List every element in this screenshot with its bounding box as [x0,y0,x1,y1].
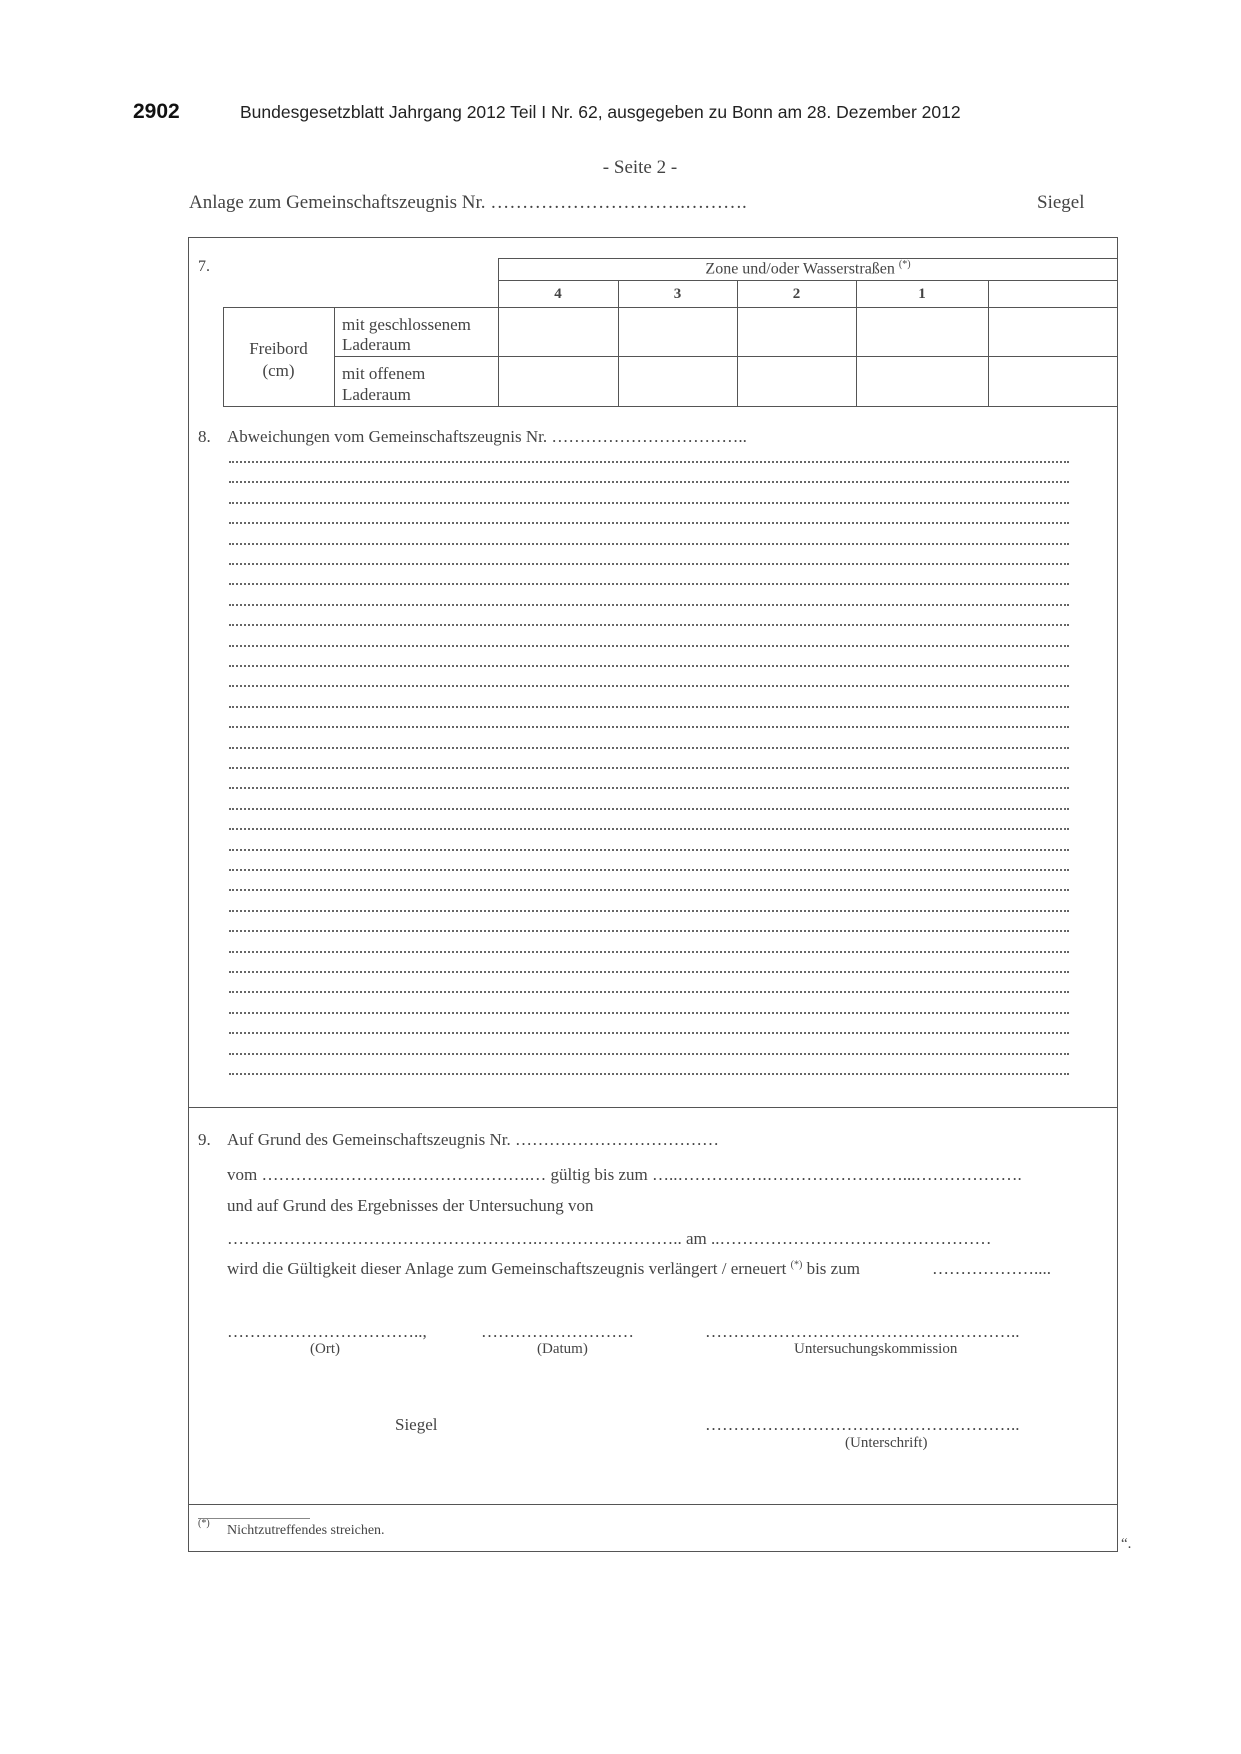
zone-2: 2 [792,286,801,302]
section-9-number: 9. [198,1130,211,1149]
dotted-line [229,1012,1069,1014]
seal-label-top: Siegel [1037,192,1085,213]
footnote-text: Nichtzutreffendes streichen. [227,1523,385,1538]
dotted-line [229,1032,1069,1034]
unterschrift-label: (Unterschrift) [845,1435,928,1451]
table-vline [334,307,335,406]
table-row-divider [334,356,1118,357]
dotted-line [229,869,1069,871]
kommission-dots: ……………………………………………….. [705,1322,1020,1341]
zone-header-text: Zone und/oder Wasserstraßen [705,260,895,278]
header-title: Bundesgesetzblatt Jahrgang 2012 Teil I Nr. 62, ausgegeben zu Bonn am 28. Dezember 2012 [240,102,961,122]
section-9-line5-text: wird die Gültigkeit dieser Anlage zum Gemeinschaftszeugnis verlängert / erneuert [227,1259,787,1278]
row-open-line2: Laderaum [342,385,411,404]
row-closed-line1: mit geschlossenem [342,315,471,334]
dotted-line [229,971,1069,973]
page-number: 2902 [133,100,180,123]
dotted-line [229,910,1069,912]
section-9-line4: ……………………………………………….…………………….. am ..………………………………………… [227,1229,992,1248]
annex-title: Anlage zum Gemeinschaftszeugnis Nr. ………………………….………. [189,192,747,213]
dotted-line [229,583,1069,585]
footnote-divider [188,1504,1118,1505]
zone-numbers-bottom-line [223,307,1118,308]
dotted-line [229,889,1069,891]
zone-3: 3 [673,286,682,302]
dotted-line [229,1073,1069,1075]
kommission-label: Untersuchungskommission [794,1341,958,1357]
dotted-line [229,747,1069,749]
page-label: - Seite 2 - [602,157,678,178]
section-9-line5-bis: bis zum [806,1259,860,1278]
dotted-line [229,563,1069,565]
section-8-bottom-line [188,1107,1118,1108]
section-9-line1: Auf Grund des Gemeinschaftszeugnis Nr. ……………………………… [227,1130,719,1149]
dotted-line [229,828,1069,830]
row-open-line1: mit offenem [342,364,426,383]
dotted-line [229,522,1069,524]
seal-label-bottom: Siegel [395,1415,438,1434]
dotted-line [229,645,1069,647]
dotted-line [229,991,1069,993]
footnote-marker: (*) [198,1518,210,1529]
section-7-number: 7. [198,258,210,275]
dotted-line [229,665,1069,667]
dotted-line [229,930,1069,932]
zone-4: 4 [554,286,562,302]
section-9-footnote-marker: (*) [790,1259,803,1271]
row-closed-line2: Laderaum [342,335,411,354]
zone-1: 1 [918,286,926,302]
zone-header [498,259,1118,278]
ort-dots: …………………………….., [227,1322,427,1341]
section-9-line3: und auf Grund des Ergebnisses der Untersuchung von [227,1196,594,1215]
footnote-rule [198,1518,310,1519]
table-vline [498,258,499,406]
dotted-line [229,1053,1069,1055]
datum-label: (Datum) [537,1341,588,1357]
dotted-line [229,787,1069,789]
table-vline [988,280,989,406]
section-8-title: Abweichungen vom Gemeinschaftszeugnis Nr. …………………………….. [227,427,747,446]
section-9-line5-dots: ……………….... [932,1259,1051,1278]
dotted-line [229,767,1069,769]
freibord-unit: (cm) [262,361,295,380]
table-bottom-line [223,406,1118,407]
zone-header-footnote-marker: (*) [898,259,911,270]
datum-dots: ……………………… [481,1322,634,1341]
freibord-label: Freibord [249,339,308,358]
section-9-line5 [227,1259,860,1279]
dotted-line [229,624,1069,626]
section-9-line2: vom ………….………….………………….… gültig bis zum …..…………….……………………...………………. [227,1165,1022,1184]
ort-label: (Ort) [310,1341,340,1357]
section-8-number: 8. [198,427,211,446]
dotted-line [229,604,1069,606]
dotted-line [229,543,1069,545]
zone-header-bottom-line [498,280,1118,281]
unterschrift-dots: ……………………………………………….. [705,1415,1020,1434]
dotted-line [229,849,1069,851]
dotted-line [229,461,1069,463]
dotted-line [229,726,1069,728]
dotted-line [229,502,1069,504]
closing-quote: “. [1121,1536,1132,1552]
dotted-line [229,951,1069,953]
dotted-line [229,685,1069,687]
dotted-line [229,706,1069,708]
dotted-line [229,481,1069,483]
dotted-line [229,808,1069,810]
